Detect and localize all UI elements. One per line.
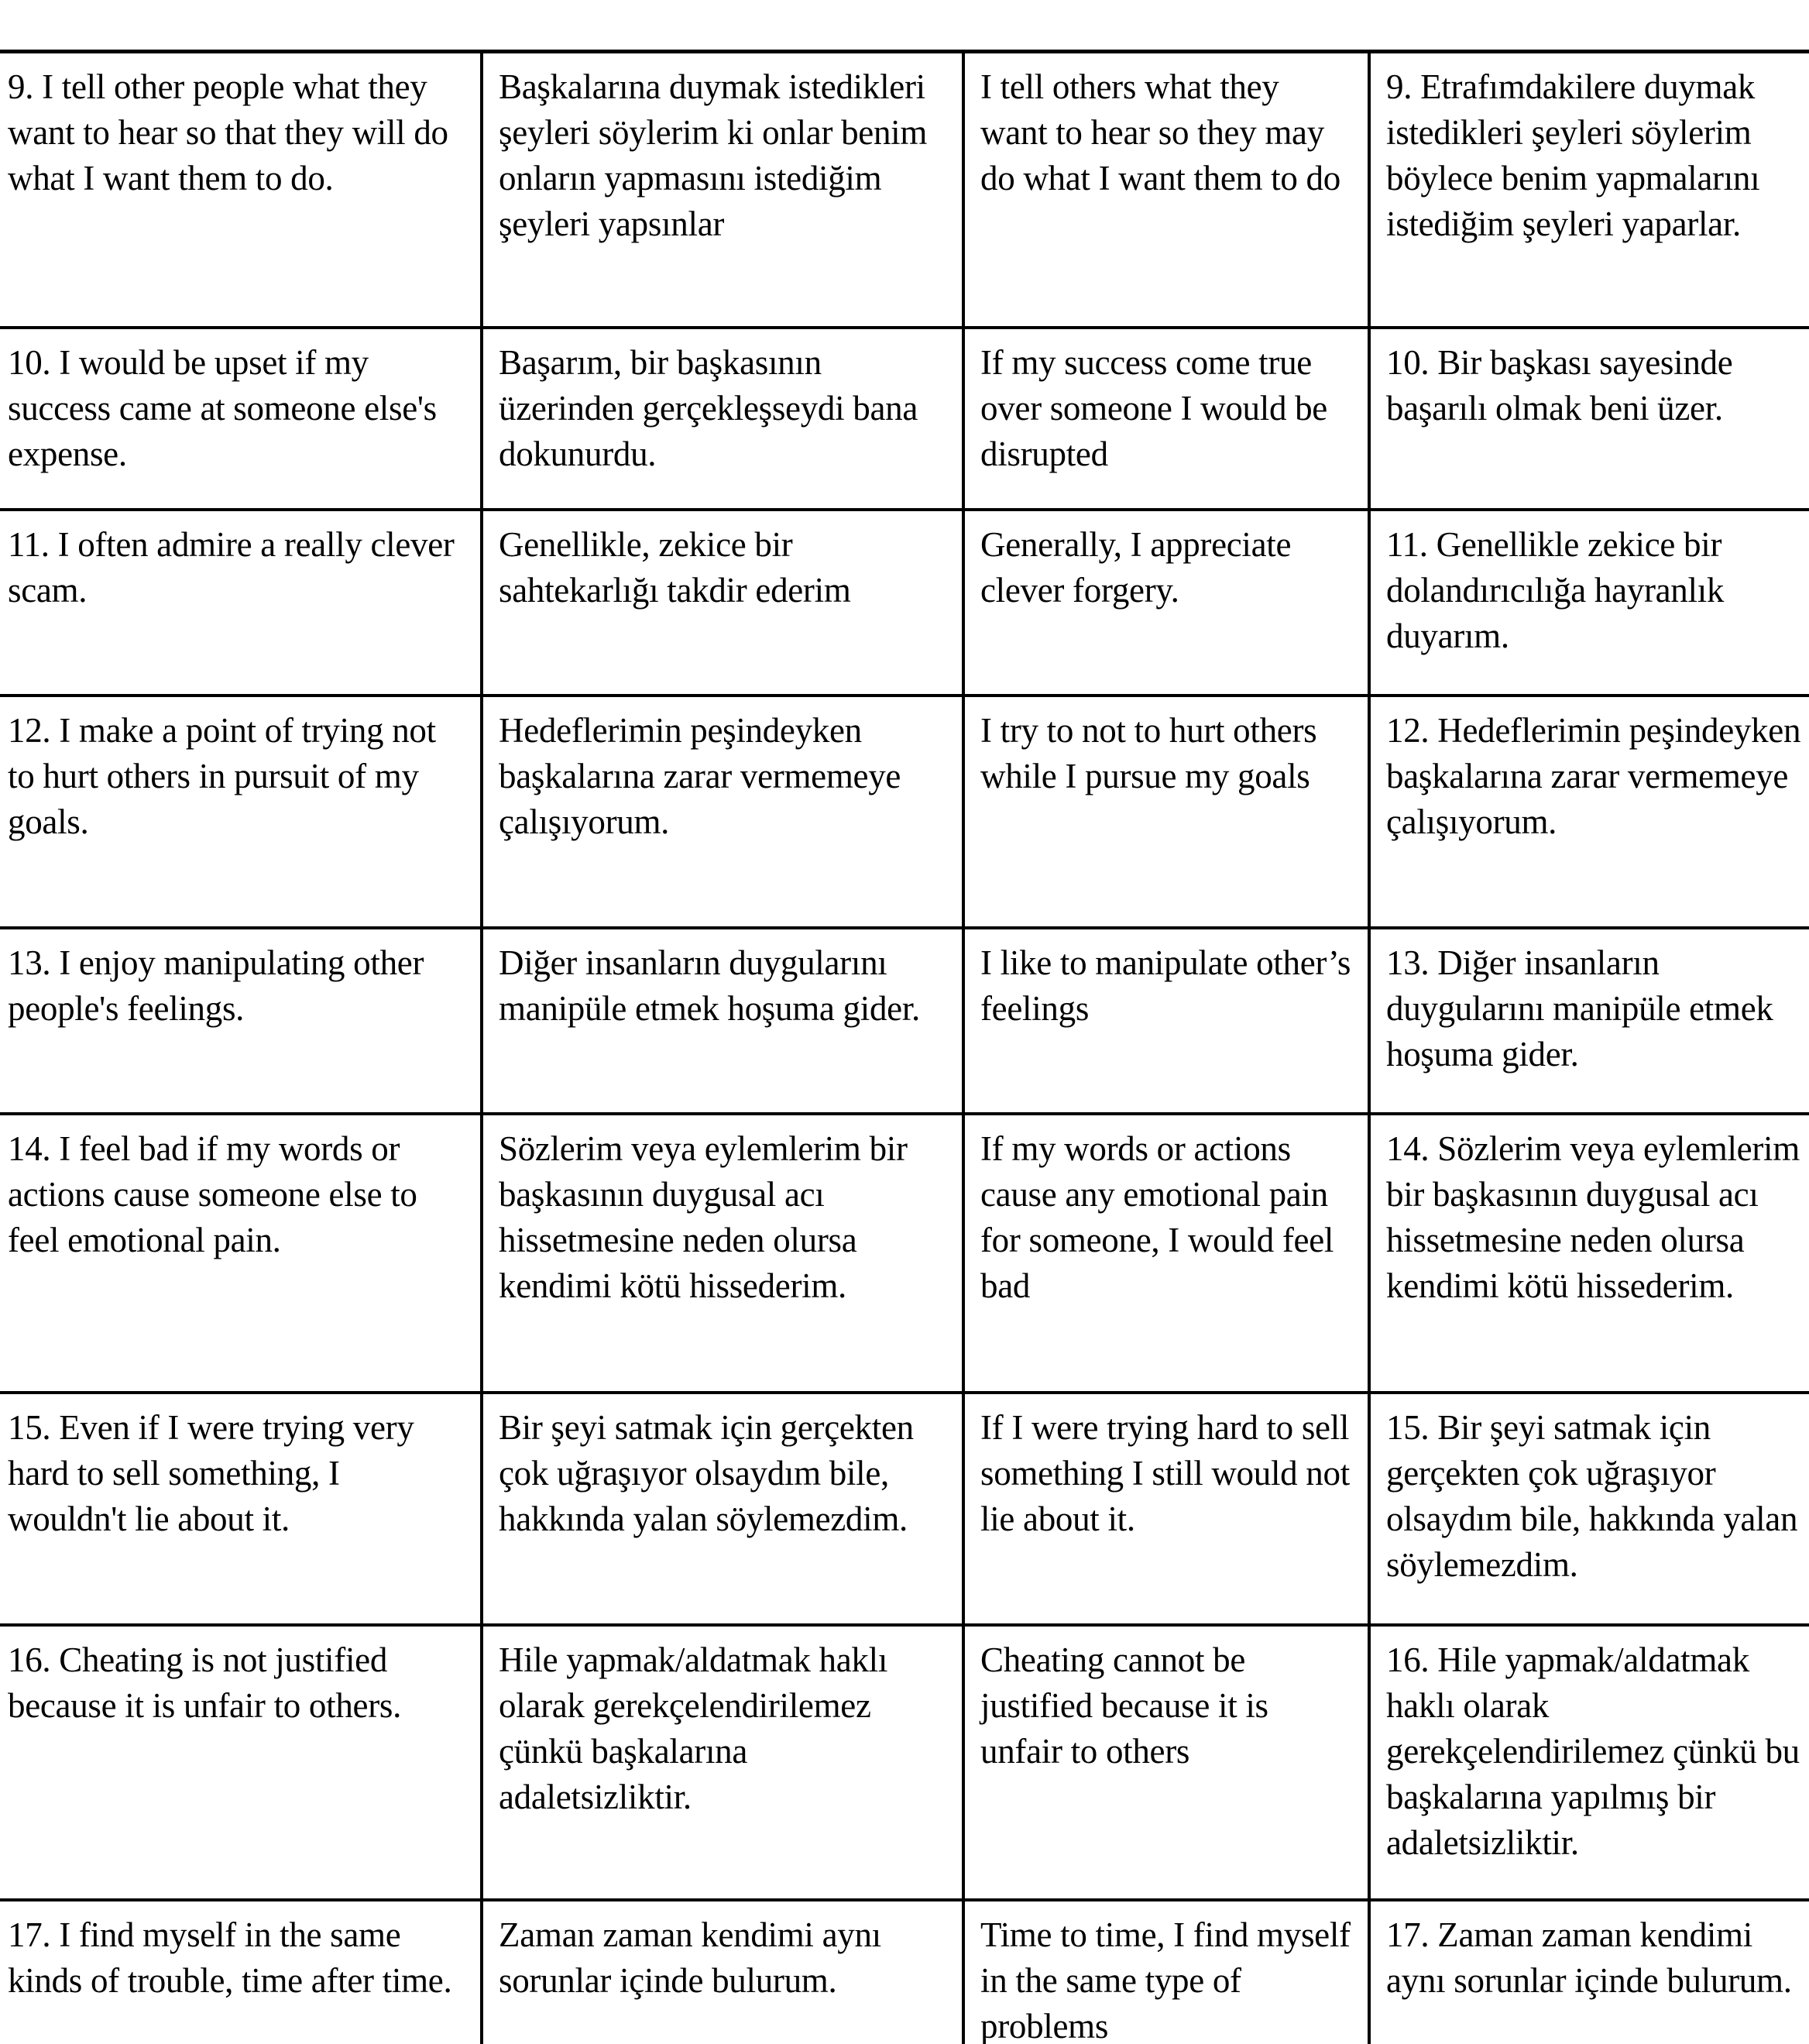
original-text: 10. I would be upset if my success came at someone else's expense. bbox=[8, 342, 437, 473]
cell-original bbox=[0, 1900, 482, 2044]
cell-original bbox=[0, 328, 482, 510]
cell-translation bbox=[482, 1625, 963, 1900]
back-translation-text: Cheating cannot be justified because it is unfair to others bbox=[980, 1640, 1268, 1771]
cell-back-translation bbox=[963, 510, 1369, 696]
cell-final bbox=[1369, 1900, 1809, 2044]
original-text: 15. Even if I were trying very hard to sell something, I wouldn't lie about it. bbox=[8, 1407, 414, 1538]
final-text: 9. Etrafımdakilere duymak istedikleri şeyleri söylerim böylece benim yapmalarını istediğim şeyleri yaparlar. bbox=[1386, 67, 1760, 243]
back-translation-text: I like to manipulate other’s feelings bbox=[980, 943, 1351, 1028]
translation-text: Başkalarına duymak istedikleri şeyleri söylerim ki onlar benim onların yapmasını istediğim şeyleri yapsınlar bbox=[499, 67, 928, 243]
final-text: 11. Genellikle zekice bir dolandırıcılığa hayranlık duyarım. bbox=[1386, 524, 1725, 655]
translation-text: Hedeflerimin peşindeyken başkalarına zarar vermemeye çalışıyorum. bbox=[499, 710, 901, 841]
final-text: 13. Diğer insanların duygularını manipüle etmek hoşuma gider. bbox=[1386, 943, 1773, 1074]
cell-back-translation bbox=[963, 1393, 1369, 1625]
cell-final bbox=[1369, 52, 1809, 328]
original-text: 12. I make a point of trying not to hurt others in pursuit of my goals. bbox=[8, 710, 436, 841]
original-text: 14. I feel bad if my words or actions cause someone else to feel emotional pain. bbox=[8, 1128, 417, 1259]
cell-original bbox=[0, 1393, 482, 1625]
translation-text: Genellikle, zekice bir sahtekarlığı takdir ederim bbox=[499, 524, 851, 610]
final-text: 14. Sözlerim veya eylemlerim bir başkasının duygusal acı hissetmesine neden olursa kendimi kötü hissederim. bbox=[1386, 1128, 1800, 1305]
cell-translation bbox=[482, 928, 963, 1114]
table-row-item-12 bbox=[0, 696, 1809, 928]
final-text: 12. Hedeflerimin peşindeyken başkalarına zarar vermemeye çalışıyorum. bbox=[1386, 710, 1801, 841]
cell-original bbox=[0, 510, 482, 696]
cell-final bbox=[1369, 1393, 1809, 1625]
table-row-item-10 bbox=[0, 328, 1809, 510]
cell-original bbox=[0, 52, 482, 328]
cell-final bbox=[1369, 328, 1809, 510]
translation-table bbox=[0, 50, 1809, 2044]
back-translation-text: I tell others what they want to hear so they may do what I want them to do bbox=[980, 67, 1340, 198]
cell-final bbox=[1369, 510, 1809, 696]
original-text: 9. I tell other people what they want to hear so that they will do what I want them to do. bbox=[8, 67, 448, 198]
cell-original bbox=[0, 928, 482, 1114]
table-row-item-14 bbox=[0, 1114, 1809, 1393]
translation-text: Diğer insanların duygularını manipüle etmek hoşuma gider. bbox=[499, 943, 920, 1028]
back-translation-text: I try to not to hurt others while I pursue my goals bbox=[980, 710, 1317, 795]
back-translation-text: Generally, I appreciate clever forgery. bbox=[980, 524, 1292, 610]
table-row-item-9 bbox=[0, 52, 1809, 328]
translation-text: Bir şeyi satmak için gerçekten çok uğraşıyor olsaydım bile, hakkında yalan söylemezdim. bbox=[499, 1407, 914, 1538]
final-text: 17. Zaman zaman kendimi aynı sorunlar içinde bulurum. bbox=[1386, 1915, 1792, 2000]
cell-original bbox=[0, 1625, 482, 1900]
translation-text: Hile yapmak/aldatmak haklı olarak gerekçelendirilemez çünkü başkalarına adaletsizliktir. bbox=[499, 1640, 888, 1816]
cell-final bbox=[1369, 1625, 1809, 1900]
table-row-item-16 bbox=[0, 1625, 1809, 1900]
cell-back-translation bbox=[963, 1625, 1369, 1900]
cell-translation bbox=[482, 328, 963, 510]
back-translation-text: Time to time, I find myself in the same type of problems bbox=[980, 1915, 1351, 2044]
cell-back-translation bbox=[963, 696, 1369, 928]
original-text: 16. Cheating is not justified because it is unfair to others. bbox=[8, 1640, 402, 1725]
cell-translation bbox=[482, 510, 963, 696]
cell-translation bbox=[482, 1900, 963, 2044]
cell-back-translation bbox=[963, 1900, 1369, 2044]
cell-translation bbox=[482, 1393, 963, 1625]
back-translation-text: If I were trying hard to sell something I still would not lie about it. bbox=[980, 1407, 1350, 1538]
cell-translation bbox=[482, 1114, 963, 1393]
cell-original bbox=[0, 696, 482, 928]
final-text: 15. Bir şeyi satmak için gerçekten çok uğraşıyor olsaydım bile, hakkında yalan söylemezdim. bbox=[1386, 1407, 1798, 1584]
original-text: 11. I often admire a really clever scam. bbox=[8, 524, 455, 610]
final-text: 16. Hile yapmak/aldatmak haklı olarak gerekçelendirilemez çünkü bu başkalarına yapılmış bir adaletsizliktir. bbox=[1386, 1640, 1800, 1862]
translation-text: Sözlerim veya eylemlerim bir başkasının duygusal acı hissetmesine neden olursa kendimi kötü hissederim. bbox=[499, 1128, 908, 1305]
cell-final bbox=[1369, 696, 1809, 928]
cell-translation bbox=[482, 52, 963, 328]
cell-back-translation bbox=[963, 328, 1369, 510]
table-row-item-11 bbox=[0, 510, 1809, 696]
table-row-item-15 bbox=[0, 1393, 1809, 1625]
cell-back-translation bbox=[963, 52, 1369, 328]
cell-original bbox=[0, 1114, 482, 1393]
cell-final bbox=[1369, 928, 1809, 1114]
original-text: 17. I find myself in the same kinds of trouble, time after time. bbox=[8, 1915, 452, 2000]
table-row-item-17 bbox=[0, 1900, 1809, 2044]
cell-translation bbox=[482, 696, 963, 928]
cell-back-translation bbox=[963, 928, 1369, 1114]
original-text: 13. I enjoy manipulating other people's feelings. bbox=[8, 943, 424, 1028]
cell-back-translation bbox=[963, 1114, 1369, 1393]
back-translation-text: If my success come true over someone I would be disrupted bbox=[980, 342, 1327, 473]
back-translation-text: If my words or actions cause any emotional pain for someone, I would feel bad bbox=[980, 1128, 1334, 1305]
cell-final bbox=[1369, 1114, 1809, 1393]
table-row-item-13 bbox=[0, 928, 1809, 1114]
final-text: 10. Bir başkası sayesinde başarılı olmak beni üzer. bbox=[1386, 342, 1733, 428]
translation-text: Başarım, bir başkasının üzerinden gerçekleşseydi bana dokunurdu. bbox=[499, 342, 918, 473]
translation-text: Zaman zaman kendimi aynı sorunlar içinde bulurum. bbox=[499, 1915, 881, 2000]
